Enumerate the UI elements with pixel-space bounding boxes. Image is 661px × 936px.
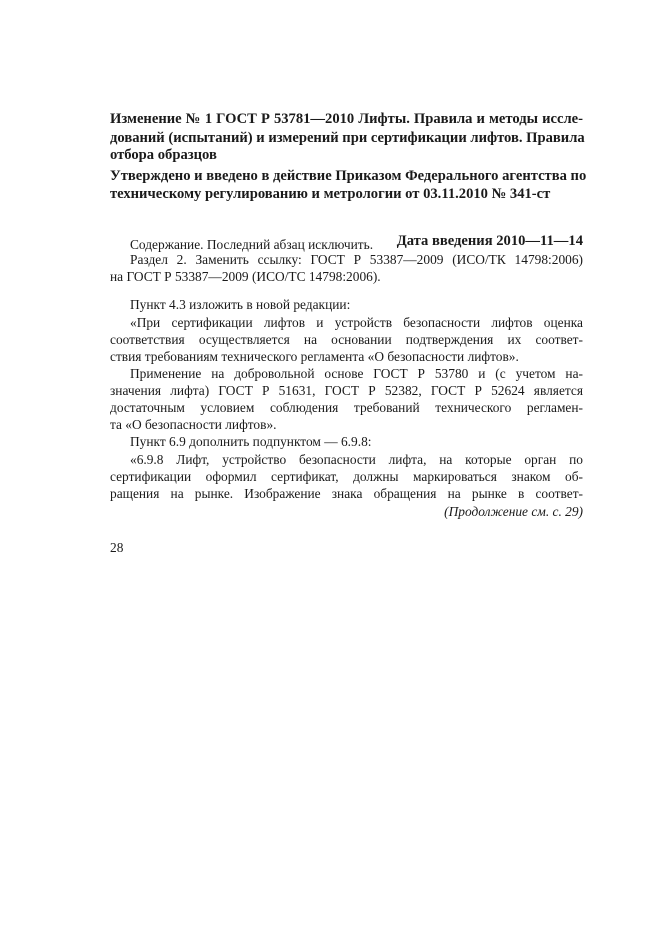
body-line-2: Раздел 2. Заменить ссылку: ГОСТ Р 53387—2009 (ИСО/ТК 14798:2006) [130,252,583,267]
amendment-title-line-2: дований (испытаний) и измерений при сертификации лифтов. Правила [110,130,585,146]
page-number: 28 [110,540,124,555]
effective-date: Дата введения 2010—11—14 [396,233,583,249]
amendment-title-line-1: Изменение № 1 ГОСТ Р 53781—2010 Лифты. Правила и методы иссле- [110,111,583,127]
body-line-13: «6.9.8 Лифт, устройство безопасности лифта, на которые орган по [130,452,583,467]
body-line-15: ращения на рынке. Изображение знака обращения на рынке в соответ- [110,486,583,501]
continuation-note: (Продолжение см. с. 29) [444,504,583,519]
body-line-5: «При сертификации лифтов и устройств безопасности лифтов оценка [130,315,583,330]
body-line-6: соответствия осуществляется на основании подтверждения их соответ- [110,332,583,347]
body-line-1: Содержание. Последний абзац исключить. [130,237,374,252]
body-line-10: достаточным условием соблюдения требований технического регламен- [110,400,583,415]
body-line-7: ствия требованиям технического регламента «О безопасности лифтов». [110,349,519,364]
body-line-11: та «О безопасности лифтов». [110,417,277,432]
body-line-8: Применение на добровольной основе ГОСТ Р 53780 и (с учетом на- [130,366,583,381]
body-line-4: Пункт 4.3 изложить в новой редакции: [130,297,351,312]
approval-line-2: техническому регулированию и метрологии от 03.11.2010 № 341-ст [110,186,551,202]
body-line-14: сертификации оформил сертификат, должны маркироваться знаком об- [110,469,583,484]
approval-line-1: Утверждено и введено в действие Приказом Федерального агентства по [110,168,587,184]
body-line-9: значения лифта) ГОСТ Р 51631, ГОСТ Р 52382, ГОСТ Р 52624 является [110,383,583,398]
body-line-3: на ГОСТ Р 53387—2009 (ИСО/ТС 14798:2006). [110,269,381,284]
body-line-12: Пункт 6.9 дополнить подпунктом — 6.9.8: [130,434,372,449]
amendment-title-line-3: отбора образцов [110,147,217,163]
